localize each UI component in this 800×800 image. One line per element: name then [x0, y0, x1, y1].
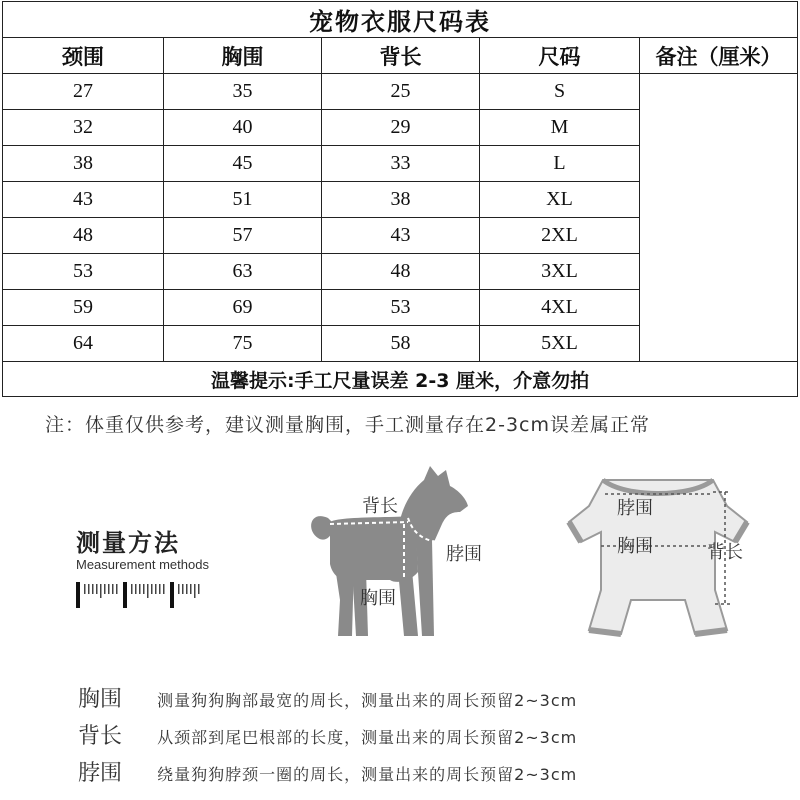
dog-label-neck: 脖围: [446, 544, 482, 565]
header-remark: 备注（厘米）: [640, 38, 798, 74]
definition-back-length: [78, 719, 577, 750]
cell-chest: 40: [164, 110, 322, 146]
table-title-row: [3, 2, 798, 38]
definition-term: 背长: [78, 724, 123, 749]
cell-size: 3XL: [480, 254, 640, 290]
dog-label-chest: 胸围: [360, 588, 396, 609]
cell-neck: 27: [3, 74, 164, 110]
cell-chest: 63: [164, 254, 322, 290]
definition-term: 脖围: [78, 761, 123, 786]
ruler-icon: [76, 580, 206, 610]
cell-size: S: [480, 74, 640, 110]
cell-neck: 38: [3, 146, 164, 182]
cell-chest: 51: [164, 182, 322, 218]
cell-back-length: 38: [322, 182, 480, 218]
weight-note: 注：体重仅供参考，建议测量胸围，手工测量存在2-3cm误差属正常: [45, 414, 650, 436]
table-title: 宠物衣服尺码表: [3, 2, 798, 38]
cell-size: 2XL: [480, 218, 640, 254]
shirt-figure: [565, 470, 765, 640]
definition-neck: [78, 756, 577, 787]
cell-chest: 35: [164, 74, 322, 110]
table-row: [3, 74, 798, 110]
cell-chest: 57: [164, 218, 322, 254]
cell-chest: 69: [164, 290, 322, 326]
header-chest: 胸围: [164, 38, 322, 74]
cell-neck: 53: [3, 254, 164, 290]
cell-back-length: 58: [322, 326, 480, 362]
shirt-label-neck: 脖围: [617, 498, 653, 519]
cell-neck: 59: [3, 290, 164, 326]
shirt-label-back-length: 背长: [707, 542, 743, 563]
cell-neck: 32: [3, 110, 164, 146]
cell-back-length: 25: [322, 74, 480, 110]
cell-size: 5XL: [480, 326, 640, 362]
cell-neck: 43: [3, 182, 164, 218]
remark-cell: [640, 74, 798, 362]
definition-term: 胸围: [78, 687, 123, 712]
cell-chest: 75: [164, 326, 322, 362]
dog-label-back-length: 背长: [362, 496, 398, 517]
definition-desc: 从颈部到尾巴根部的长度，测量出来的周长预留2~3cm: [157, 728, 578, 747]
definition-desc: 绕量狗狗脖颈一圈的周长，测量出来的周长预留2~3cm: [157, 765, 578, 784]
table-tip: 温馨提示:手工尺量误差 2-3 厘米，介意勿拍: [3, 362, 798, 397]
method-subtitle: Measurement methods: [76, 557, 209, 572]
header-back-length: 背长: [322, 38, 480, 74]
table-tip-row: [3, 362, 798, 397]
cell-size: 4XL: [480, 290, 640, 326]
cell-size: XL: [480, 182, 640, 218]
cell-back-length: 33: [322, 146, 480, 182]
cell-neck: 64: [3, 326, 164, 362]
size-chart-table: [2, 1, 798, 397]
header-size: 尺码: [480, 38, 640, 74]
cell-size: M: [480, 110, 640, 146]
method-title: 测量方法: [76, 529, 180, 557]
header-neck: 颈围: [3, 38, 164, 74]
cell-back-length: 48: [322, 254, 480, 290]
definition-chest: [78, 682, 577, 713]
cell-neck: 48: [3, 218, 164, 254]
cell-back-length: 53: [322, 290, 480, 326]
cell-back-length: 29: [322, 110, 480, 146]
cell-size: L: [480, 146, 640, 182]
shirt-label-chest: 胸围: [617, 536, 653, 557]
dog-figure: [300, 460, 500, 640]
definition-desc: 测量狗狗胸部最宽的周长，测量出来的周长预留2~3cm: [157, 691, 578, 710]
table-header-row: [3, 38, 798, 74]
cell-back-length: 43: [322, 218, 480, 254]
cell-chest: 45: [164, 146, 322, 182]
